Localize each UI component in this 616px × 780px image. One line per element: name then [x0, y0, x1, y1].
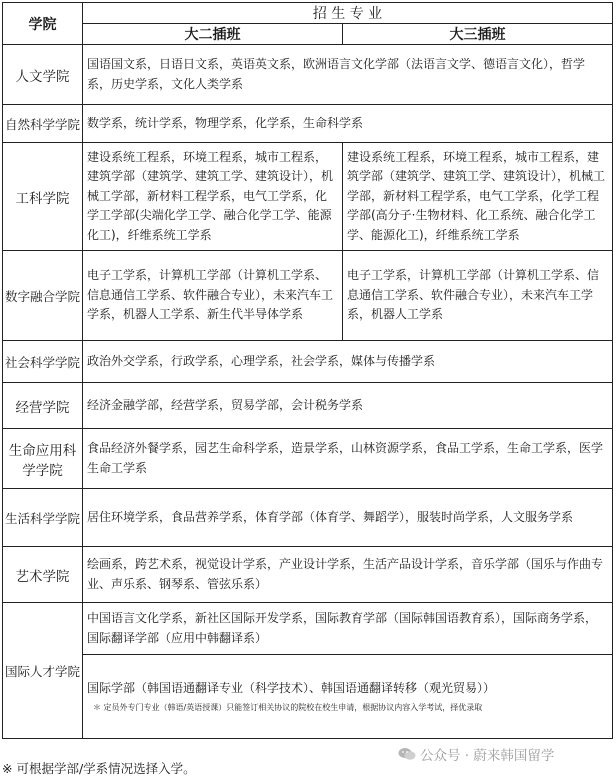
- table-row: [3, 489, 613, 547]
- majors-cell: [83, 655, 613, 739]
- enrollment-note: ＊ 定员外专门专业（韩语/英语授课）只能签订相关协议的院校在校生申请，根据协议内容入学考试，择优录取: [93, 703, 483, 713]
- table-row: [3, 251, 613, 341]
- college-name: 生活科学学院: [3, 489, 83, 547]
- year3-transfer-header: 大三插班: [343, 24, 613, 45]
- college-name: 经营学院: [3, 383, 83, 429]
- year2-transfer-header: 大二插班: [83, 24, 343, 45]
- watermark-text: 公众号 · 蔚来韩国留学: [420, 748, 555, 764]
- table-row: [3, 105, 613, 143]
- table-row: [3, 603, 613, 655]
- table-row: [3, 143, 613, 251]
- table-row: [3, 383, 613, 429]
- wechat-icon: [398, 747, 416, 761]
- admissions-table: [2, 2, 613, 739]
- table-row: [3, 429, 613, 489]
- year3-majors-cell: 建设系统工程系，环境工程系，城市工程系，建筑学部（建筑学、建筑工学、建筑设计），机械工学部，新材料工程学系，电气工学系，化学工程学部(高分子·生物材料、化工系统、融合化学工学、能源化工)，纤维系统工学系: [343, 143, 613, 251]
- college-name: 工科学院: [3, 143, 83, 251]
- year2-majors-cell: 建设系统工程系，环境工程系，城市工程系，建筑学部（建筑学、建筑工学、建筑设计），机械工学部，新材料工程学系，电气工学系，化学工学部(尖端化学工学、融合化学工学、能源化工)，纤维系统工学系: [83, 143, 343, 251]
- majors-cell: 经济金融学部，经营学系，贸易学部，会计税务学系: [83, 383, 613, 429]
- college-name: 艺术学院: [3, 547, 83, 603]
- international-major-text: 国际学部（韩国语通翻译专业（科学技术）、韩国语通翻译转移（观光贸易））: [87, 680, 496, 695]
- table-row: [3, 45, 613, 105]
- majors-cell: 中国语言文化学系，新社区国际开发学系，国际教育学部（国际韩国语教育系），国际商务学系，国际翻译学部（应用中韩翻译系）: [83, 603, 613, 655]
- year2-majors-cell: 电子工学系，计算机工学部（计算机工学系、信息通信工学系、软件融合专业），未来汽车工学系，机器人工学系、新生代半导体学系: [83, 251, 343, 341]
- footnote: ※ 可根据学部/学系情况选择入学。: [2, 761, 196, 776]
- majors-cell: 国语国文系，日语日文系，英语英文系，欧洲语言文化学部（法语言文学、德语言文化），哲学系，历史学系，文化人类学系: [83, 45, 613, 105]
- college-name: 自然科学学院: [3, 105, 83, 143]
- college-name: 国际人才学院: [3, 603, 83, 739]
- majors-cell: 数学系，统计学系，物理学系，化学系，生命科学系: [83, 105, 613, 143]
- year3-majors-cell: 电子工学系，计算机工学部（计算机工学系、信息通信工学系、软件融合专业），未来汽车工学系，机器人工学系: [343, 251, 613, 341]
- majors-cell: 食品经济外餐学系，园艺生命科学系，造景学系，山林资源学系，食品工学系，生命工学系，医学生命工学系: [83, 429, 613, 489]
- majors-cell: 绘画系，跨艺术系，视觉设计学系，产业设计学系，生活产品设计学系，音乐学部（国乐与作曲专业、声乐系、钢琴系、管弦乐系）: [83, 547, 613, 603]
- table-row: [3, 341, 613, 383]
- majors-column-header: 招 生 专 业: [83, 3, 613, 24]
- majors-cell: 居住环境学系，食品营养学系，体育学部（体育学、舞蹈学），服装时尚学系，人文服务学系: [83, 489, 613, 547]
- college-name: 生命应用科学学院: [3, 429, 83, 489]
- college-column-header: 学院: [3, 3, 83, 45]
- watermark: [398, 744, 554, 764]
- college-name: 数字融合学院: [3, 251, 83, 341]
- table-row: [3, 547, 613, 603]
- college-name: 社会科学学院: [3, 341, 83, 383]
- table-row: [3, 655, 613, 739]
- college-name: 人文学院: [3, 45, 83, 105]
- majors-cell: 政治外交学系，行政学系，心理学系，社会学系，媒体与传播学系: [83, 341, 613, 383]
